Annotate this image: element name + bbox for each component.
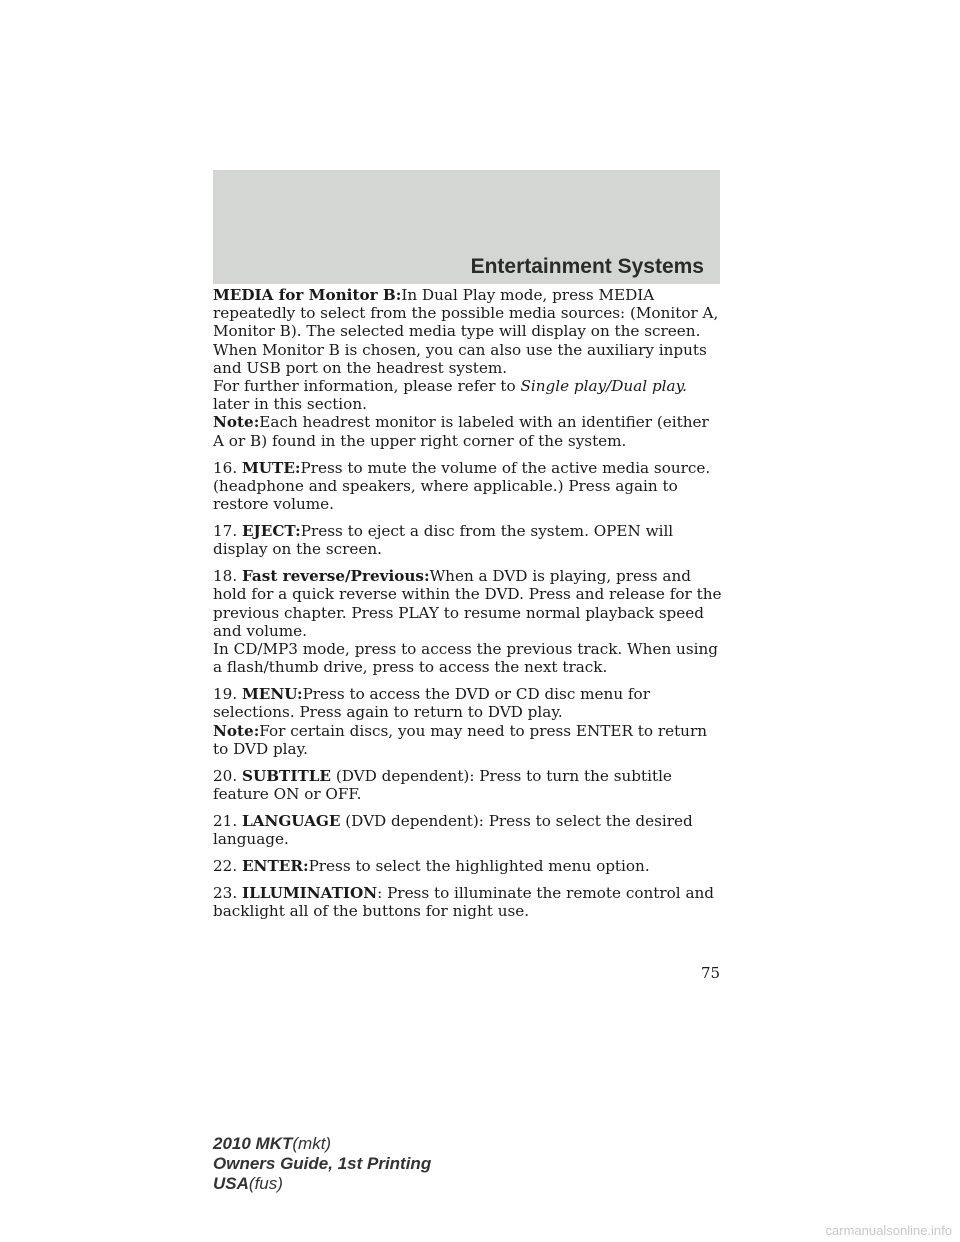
- media-text: In Dual Play mode, press MEDIA repeatedly to select from the possible media sources: (Monitor A, Monitor B). The selected media type will display on the screen. When Monitor B is chosen, you can also use the auxiliary inputs and USB port on the headrest system.: [213, 286, 719, 377]
- item-label: ENTER:: [241, 857, 309, 876]
- item-text: Press to eject a disc from the system. OPEN will display on the screen.: [213, 522, 674, 559]
- item-20-subtitle: [213, 767, 723, 803]
- item-21-language: [213, 812, 723, 848]
- item-number: 19.: [213, 685, 238, 704]
- item-number: 21.: [213, 812, 238, 831]
- paragraph-media-monitor-b: [213, 286, 723, 377]
- item-number: 17.: [213, 522, 238, 541]
- item-label: MENU:: [241, 685, 303, 704]
- item-18-cd-mode: In CD/MP3 mode, press to access the previous track. When using a flash/thumb drive, press to access the next track.: [213, 640, 718, 677]
- footer-market-line: [213, 1174, 431, 1194]
- item-23-illumination: [213, 884, 723, 920]
- item-label: ILLUMINATION: [241, 884, 378, 903]
- section-title: Entertainment Systems: [470, 255, 704, 278]
- item-number: 16.: [213, 458, 238, 477]
- paragraph-further-info: [213, 377, 723, 413]
- further-reference: Single play/Dual play.: [520, 377, 687, 396]
- item-number: 22.: [213, 857, 238, 876]
- note-text: Each headrest monitor is labeled with an identifier (either A or B) found in the upper right corner of the system.: [213, 413, 709, 450]
- page-number: 75: [701, 964, 721, 982]
- footer-printing-line: Owners Guide, 1st Printing: [213, 1154, 432, 1173]
- item-label: EJECT:: [241, 522, 301, 541]
- item-18-fast-reverse: [213, 567, 723, 640]
- footer-market-code: (fus): [248, 1174, 283, 1193]
- footer-model-code: (mkt): [292, 1134, 332, 1153]
- item-text: When a DVD is playing, press and hold for a quick reverse within the DVD. Press and release for the previous chapter. Press PLAY to resume normal playback speed and volume.: [213, 567, 722, 640]
- page-body: [213, 286, 723, 921]
- note-enter-dvd: [213, 722, 723, 758]
- note-text: For certain discs, you may need to press ENTER to return to DVD play.: [213, 721, 708, 758]
- item-text: Press to select the highlighted menu option.: [308, 857, 650, 876]
- item-text: (DVD dependent): Press to turn the subtitle feature ON or OFF.: [213, 766, 672, 804]
- item-number: 20.: [213, 766, 238, 785]
- item-17-eject: [213, 522, 723, 558]
- item-label: LANGUAGE: [241, 812, 341, 831]
- item-text: Press to access the DVD or CD disc menu for selections. Press again to return to DVD play.: [213, 685, 650, 722]
- footer-model-line: [213, 1134, 431, 1154]
- item-text: (DVD dependent): Press to select the desired language.: [213, 812, 693, 849]
- item-text: Press to mute the volume of the active media source. (headphone and speakers, where applicable.) Press again to restore volume.: [213, 458, 711, 514]
- item-number: 23.: [213, 884, 238, 903]
- footer-model: 2010 MKT: [213, 1134, 293, 1153]
- item-label: MUTE:: [241, 458, 301, 477]
- section-header-band: [213, 170, 720, 284]
- footer-market: USA: [213, 1174, 249, 1193]
- item-22-enter: [213, 857, 723, 875]
- media-label: MEDIA for Monitor B:: [213, 286, 402, 304]
- further-prefix: For further information, please refer to: [213, 377, 516, 396]
- note-label: Note:: [213, 721, 260, 740]
- item-text: : Press to illuminate the remote control and backlight all of the buttons for night use.: [213, 884, 715, 921]
- print-footer: [213, 1134, 431, 1194]
- watermark: carmanualsonline.info: [825, 1223, 952, 1238]
- note-headrest-identifier: [213, 413, 723, 449]
- note-label: Note:: [213, 413, 260, 432]
- item-19-menu: [213, 685, 723, 721]
- further-suffix: later in this section.: [213, 395, 367, 414]
- item-label: SUBTITLE: [241, 766, 331, 785]
- item-16-mute: [213, 459, 723, 514]
- item-number: 18.: [213, 567, 238, 586]
- item-label: Fast reverse/Previous:: [241, 567, 430, 586]
